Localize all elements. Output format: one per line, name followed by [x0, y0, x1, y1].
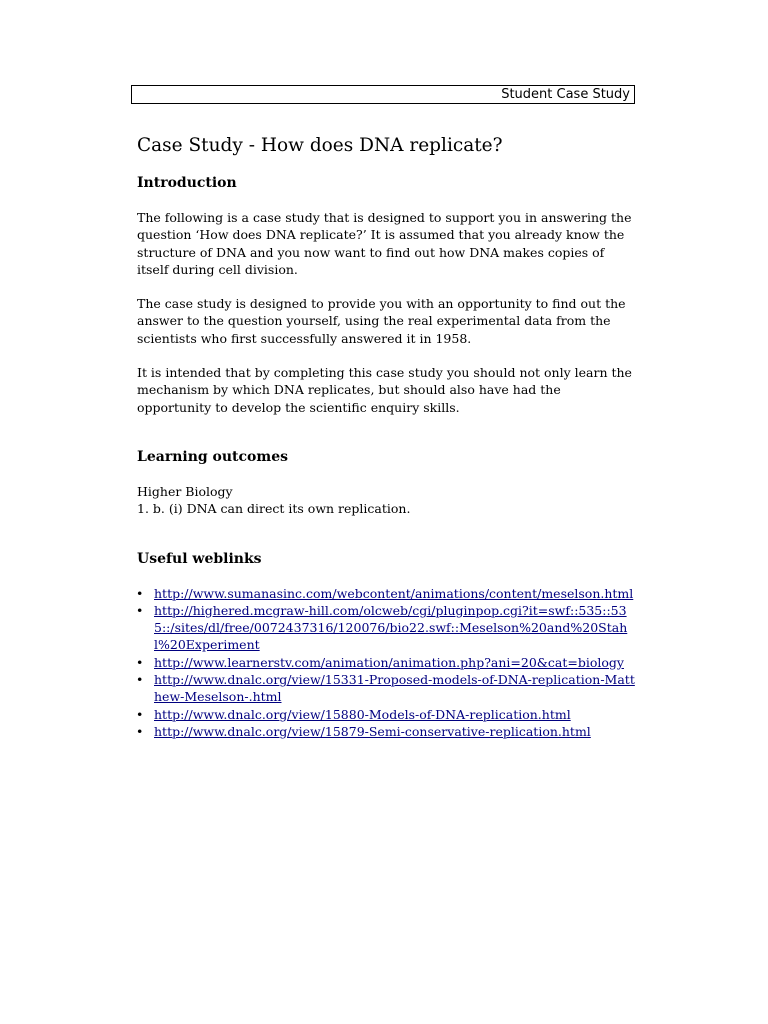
weblinks-heading: Useful weblinks — [137, 550, 262, 567]
list-item — [137, 654, 637, 671]
header-label: Student Case Study — [501, 87, 630, 102]
bullet-icon: • — [136, 706, 144, 722]
intro-paragraph-2: The case study is designed to provide you with an opportunity to find out the answer to the question yourself, using the real experimental data from the scientists who first successfully answered it in 1958. — [137, 296, 626, 346]
weblink-dnalc-15879[interactable]: http://www.dnalc.org/view/15879-Semi-conservative-replication.html — [154, 723, 591, 739]
document-body — [137, 134, 637, 740]
bullet-icon: • — [136, 723, 144, 739]
weblink-learnerstv[interactable]: http://www.learnerstv.com/animation/animation.php?ani=20&cat=biology — [154, 654, 624, 670]
weblink-dnalc-15331[interactable]: http://www.dnalc.org/view/15331-Proposed-models-of-DNA-replication-Matthew-Meselson-.html — [154, 672, 635, 705]
bullet-icon: • — [136, 602, 144, 618]
learning-outcomes-heading: Learning outcomes — [137, 448, 288, 465]
learning-outcomes-course: Higher Biology — [137, 483, 233, 499]
weblink-mcgraw-hill[interactable]: http://highered.mcgraw-hill.com/olcweb/cgi/pluginpop.cgi?it=swf::535::535::/sites/dl/free/0072437316/120076/bio22.swf::Meselson%20and%20Stahl%20Experiment — [154, 602, 628, 653]
weblink-sumanasinc[interactable]: http://www.sumanasinc.com/webcontent/animations/content/meselson.html — [154, 585, 634, 601]
list-item — [137, 671, 637, 706]
intro-paragraph-3: It is intended that by completing this case study you should not only learn the mechanism by which DNA replicates, but should also have had the opportunity to develop the scientific enquiry skills. — [137, 365, 632, 415]
list-item — [137, 723, 637, 740]
weblinks-list — [137, 585, 637, 741]
list-item — [137, 585, 637, 602]
learning-outcomes-item: 1. b. (i) DNA can direct its own replication. — [137, 501, 411, 517]
bullet-icon: • — [136, 672, 144, 688]
header-box — [131, 85, 635, 104]
list-item — [137, 602, 637, 654]
bullet-icon: • — [136, 654, 144, 670]
list-item — [137, 706, 637, 723]
introduction-heading: Introduction — [137, 175, 237, 191]
weblink-dnalc-15880[interactable]: http://www.dnalc.org/view/15880-Models-of-DNA-replication.html — [154, 706, 571, 722]
bullet-icon: • — [136, 585, 144, 601]
document-title: Case Study - How does DNA replicate? — [137, 135, 503, 156]
intro-paragraph-1: The following is a case study that is designed to support you in answering the question ‘How does DNA replicate?’ It is assumed that you already know the structure of DNA and you now want to find out how DNA makes copies of itself during cell division. — [137, 210, 632, 277]
learning-outcomes-block — [137, 483, 637, 518]
